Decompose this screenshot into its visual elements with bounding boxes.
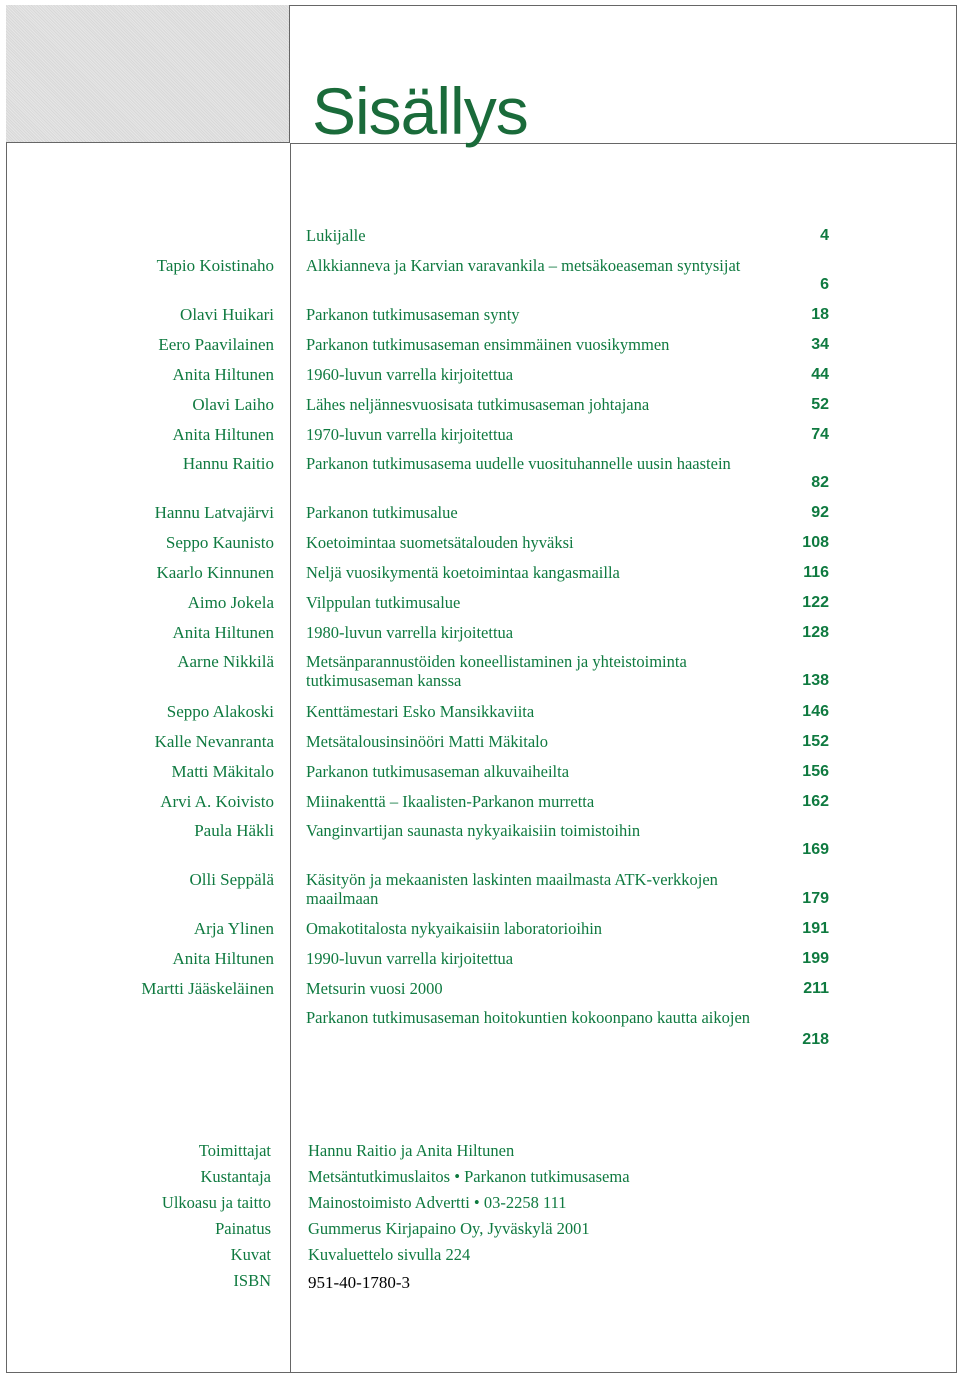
toc-page-number: 146	[802, 703, 829, 720]
toc-page-number: 191	[802, 920, 829, 937]
toc-author: Hannu Latvajärvi	[154, 503, 274, 522]
toc-title: Neljä vuosikymentä koetoimintaa kangasmailla	[306, 563, 620, 582]
toc-page-number: 52	[811, 396, 829, 413]
toc-title: Käsityön ja mekaanisten laskinten maailmasta ATK-verkkojen maailmaan	[306, 870, 718, 908]
toc-author: Kalle Nevanranta	[154, 732, 274, 751]
toc-title: 1990-luvun varrella kirjoitettua	[306, 949, 514, 968]
toc-title: Omakotitalosta nykyaikaisiin laboratorioihin	[306, 919, 603, 938]
page-title: Sisällys	[312, 74, 528, 148]
credit-value: Hannu Raitio ja Anita Hiltunen	[308, 1141, 515, 1160]
toc-page-number: 179	[802, 890, 829, 907]
toc-author: Kaarlo Kinnunen	[156, 563, 274, 582]
toc-title: Vilppulan tutkimusalue	[306, 593, 461, 612]
toc-author: Anita Hiltunen	[172, 623, 274, 642]
toc-title: Parkanon tutkimusalue	[306, 503, 458, 522]
toc-title: Parkanon tutkimusasema uudelle vuosituhannelle uusin haastein	[306, 454, 731, 473]
toc-page-number: 18	[811, 306, 829, 323]
toc-author: Anita Hiltunen	[172, 949, 274, 968]
toc-page-number: 122	[802, 594, 829, 611]
toc-page-number: 74	[811, 426, 829, 443]
toc-author: Eero Paavilainen	[158, 335, 274, 354]
toc-author: Olavi Laiho	[192, 395, 274, 414]
toc-title: Metsätalousinsinööri Matti Mäkitalo	[306, 732, 548, 751]
toc-title: Lukijalle	[306, 226, 366, 245]
toc-page-number: 218	[802, 1031, 829, 1048]
credit-value: 951-40-1780-3	[308, 1273, 410, 1292]
toc-page-number: 34	[811, 336, 829, 353]
toc-title: 1970-luvun varrella kirjoitettua	[306, 425, 514, 444]
toc-author: Seppo Alakoski	[166, 702, 274, 721]
toc-title: Metsänparannustöiden koneellistaminen ja yhteistoiminta tutkimusaseman kanssa	[306, 652, 687, 690]
toc-author: Martti Jääskeläinen	[141, 979, 274, 998]
column-divider	[290, 143, 291, 1373]
toc-title: Lähes neljännesvuosisata tutkimusaseman johtajana	[306, 395, 650, 414]
toc-title: Vanginvartijan saunasta nykyaikaisiin toimistoihin	[306, 821, 641, 840]
credit-value: Kuvaluettelo sivulla 224	[308, 1245, 471, 1264]
toc-page-number: 162	[802, 793, 829, 810]
toc-author: Tapio Koistinaho	[156, 256, 274, 275]
toc-title: Parkanon tutkimusaseman ensimmäinen vuosikymmen	[306, 335, 670, 354]
toc-page-number: 4	[820, 227, 829, 244]
toc-page-number: 138	[802, 672, 829, 689]
toc-page-number: 169	[802, 841, 829, 858]
toc-page-number: 82	[811, 474, 829, 491]
credit-value: Gummerus Kirjapaino Oy, Jyväskylä 2001	[308, 1219, 590, 1238]
toc-page-number: 152	[802, 733, 829, 750]
credit-value: Metsäntutkimuslaitos • Parkanon tutkimusasema	[308, 1167, 630, 1186]
toc-author: Arvi A. Koivisto	[160, 792, 274, 811]
credit-label: Kustantaja	[200, 1167, 271, 1186]
credit-label: Kuvat	[230, 1245, 271, 1264]
toc-title: Metsurin vuosi 2000	[306, 979, 443, 998]
toc-author: Seppo Kaunisto	[165, 533, 274, 552]
toc-page-number: 156	[802, 763, 829, 780]
toc-title: 1960-luvun varrella kirjoitettua	[306, 365, 514, 384]
toc-author: Arja Ylinen	[193, 919, 274, 938]
toc-author: Olavi Huikari	[180, 305, 274, 324]
toc-author: Aarne Nikkilä	[177, 652, 274, 671]
toc-title: 1980-luvun varrella kirjoitettua	[306, 623, 514, 642]
toc-title: Miinakenttä – Ikaalisten-Parkanon murretta	[306, 792, 595, 811]
toc-author: Anita Hiltunen	[172, 425, 274, 444]
credit-label: Ulkoasu ja taitto	[161, 1193, 271, 1212]
toc-author: Anita Hiltunen	[172, 365, 274, 384]
toc-author: Paula Häkli	[194, 821, 274, 840]
toc-page-number: 211	[803, 980, 829, 997]
credit-label: ISBN	[233, 1271, 271, 1290]
toc-page-number: 108	[802, 534, 829, 551]
credit-value: Mainostoimisto Advertti • 03-2258 111	[308, 1193, 567, 1212]
toc-page-number: 92	[811, 504, 829, 521]
toc-page-number: 44	[811, 366, 829, 383]
toc-title: Alkkianneva ja Karvian varavankila – metsäkoeaseman syntysijat	[306, 256, 741, 275]
toc-title: Kenttämestari Esko Mansikkaviita	[306, 702, 535, 721]
toc-author: Olli Seppälä	[189, 870, 274, 889]
toc-title: Parkanon tutkimusaseman synty	[306, 305, 520, 324]
toc-title: Parkanon tutkimusaseman hoitokuntien kokoonpano kautta aikojen	[306, 1008, 751, 1027]
toc-page-number: 6	[820, 276, 829, 293]
credit-label: Toimittajat	[198, 1141, 271, 1160]
toc-title: Koetoimintaa suometsätalouden hyväksi	[306, 533, 574, 552]
toc-author: Aimo Jokela	[187, 593, 274, 612]
toc-page-number: 116	[803, 564, 829, 581]
credit-label: Painatus	[215, 1219, 271, 1238]
toc-title: Parkanon tutkimusaseman alkuvaiheilta	[306, 762, 570, 781]
decorative-gray-box	[6, 5, 290, 143]
toc-page-number: 128	[802, 624, 829, 641]
toc-author: Hannu Raitio	[182, 454, 274, 473]
toc-page-number: 199	[802, 950, 829, 967]
toc-author: Matti Mäkitalo	[171, 762, 274, 781]
